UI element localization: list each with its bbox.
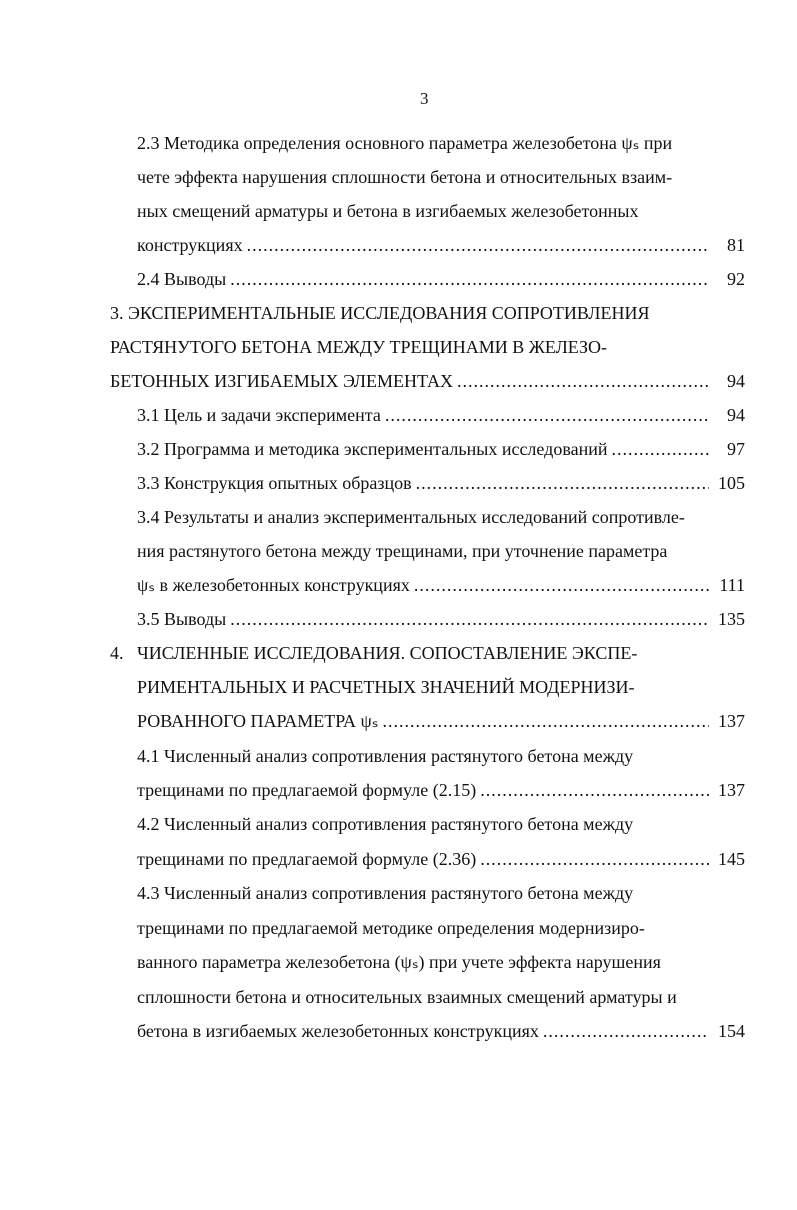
toc-chapter-3-line: РАСТЯНУТОГО БЕТОНА МЕЖДУ ТРЕЩИНАМИ В ЖЕЛЕЗО- — [110, 337, 608, 357]
dot-leader — [382, 709, 709, 733]
dot-leader — [480, 847, 709, 871]
toc-chapter-4 — [137, 709, 745, 733]
toc-page-number: 81 — [727, 235, 745, 255]
toc-entry-2-3-line: 2.3 Методика определения основного параметра железобетона ψₛ при — [137, 133, 673, 153]
toc-page-number: 135 — [718, 609, 745, 629]
toc-entry-text: БЕТОННЫХ ИЗГИБАЕМЫХ ЭЛЕМЕНТАХ — [110, 371, 454, 391]
toc-entry-text: РОВАННОГО ПАРАМЕТРА ψₛ — [137, 711, 379, 731]
toc-page-number: 145 — [718, 849, 745, 869]
toc-page-number: 92 — [727, 269, 745, 289]
toc-entry-text: 3.1 Цель и задачи эксперимента — [137, 405, 381, 425]
dot-leader — [457, 369, 709, 393]
dot-leader — [247, 233, 709, 257]
dot-leader — [543, 1019, 709, 1043]
toc-entry-text: 3.3 Конструкция опытных образцов — [137, 473, 412, 493]
toc-entry-text: бетона в изгибаемых железобетонных конструкциях — [137, 1021, 539, 1041]
toc-page-number: 94 — [727, 405, 745, 425]
dot-leader — [611, 437, 709, 461]
toc-page-number: 111 — [719, 575, 745, 595]
dot-leader — [385, 403, 709, 427]
toc-entry-3-1 — [137, 403, 745, 427]
toc-entry-4-3-line: 4.3 Численный анализ сопротивления растянутого бетона между — [137, 883, 634, 903]
toc-page-number: 105 — [718, 473, 745, 493]
toc-entry-text: трещинами по предлагаемой формуле (2.15) — [137, 780, 477, 800]
toc-entry-4-3 — [137, 1019, 745, 1043]
toc-entry-4-1 — [137, 778, 745, 802]
toc-entry-4-3-line: сплошности бетона и относительных взаимных смещений арматуры и — [137, 987, 677, 1007]
toc-entry-2-3-line: чете эффекта нарушения сплошности бетона и относительных взаим- — [137, 167, 673, 187]
toc-entry-4-1-line: 4.1 Численный анализ сопротивления растянутого бетона между — [137, 746, 634, 766]
toc-chapter-3 — [110, 369, 745, 393]
toc-entry-text: 3.2 Программа и методика экспериментальных исследований — [137, 439, 608, 459]
toc-entry-text: ψₛ в железобетонных конструкциях — [137, 575, 410, 595]
toc-entry-2-4 — [137, 267, 745, 291]
toc-entry-3-4-line: ния растянутого бетона между трещинами, при уточнение параметра — [137, 541, 668, 561]
toc-entry-2-3 — [137, 233, 745, 257]
toc-chapter-4-line: РИМЕНТАЛЬНЫХ И РАСЧЕТНЫХ ЗНАЧЕНИЙ МОДЕРНИЗИ- — [137, 677, 635, 697]
toc-entry-text: 3.5 Выводы — [137, 609, 227, 629]
toc-entry-3-4-line: 3.4 Результаты и анализ экспериментальных исследований сопротивле- — [137, 507, 685, 527]
toc-entry-4-3-line: ванного параметра железобетона (ψₛ) при учете эффекта нарушения — [137, 952, 661, 972]
toc-entry-3-3 — [137, 471, 745, 495]
toc-chapter-4-number: 4. — [110, 643, 124, 663]
toc-entry-3-4 — [137, 573, 745, 597]
dot-leader — [230, 607, 709, 631]
toc-entry-3-5 — [137, 607, 745, 631]
toc-entry-text: трещинами по предлагаемой формуле (2.36) — [137, 849, 477, 869]
dot-leader — [414, 573, 709, 597]
toc-page-number: 137 — [718, 780, 745, 800]
toc-page-number: 154 — [718, 1021, 745, 1041]
page-number: 3 — [420, 89, 429, 108]
toc-entry-4-2 — [137, 847, 745, 871]
toc-entry-3-2 — [137, 437, 745, 461]
toc-entry-4-2-line: 4.2 Численный анализ сопротивления растянутого бетона между — [137, 814, 634, 834]
dot-leader — [230, 267, 709, 291]
toc-chapter-4-line: ЧИСЛЕННЫЕ ИССЛЕДОВАНИЯ. СОПОСТАВЛЕНИЕ ЭКСПЕ- — [137, 643, 638, 663]
toc-chapter-3-line: 3. ЭКСПЕРИМЕНТАЛЬНЫЕ ИССЛЕДОВАНИЯ СОПРОТИВЛЕНИЯ — [110, 303, 650, 323]
toc-entry-text: 2.4 Выводы — [137, 269, 227, 289]
toc-page-number: 97 — [727, 439, 745, 459]
toc-page-number: 137 — [718, 711, 745, 731]
dot-leader — [416, 471, 709, 495]
dot-leader — [480, 778, 709, 802]
toc-entry-text: конструкциях — [137, 235, 243, 255]
toc-page-number: 94 — [727, 371, 745, 391]
toc-entry-2-3-line: ных смещений арматуры и бетона в изгибаемых железобетонных — [137, 201, 639, 221]
toc-entry-4-3-line: трещинами по предлагаемой методике определения модернизиро- — [137, 918, 645, 938]
